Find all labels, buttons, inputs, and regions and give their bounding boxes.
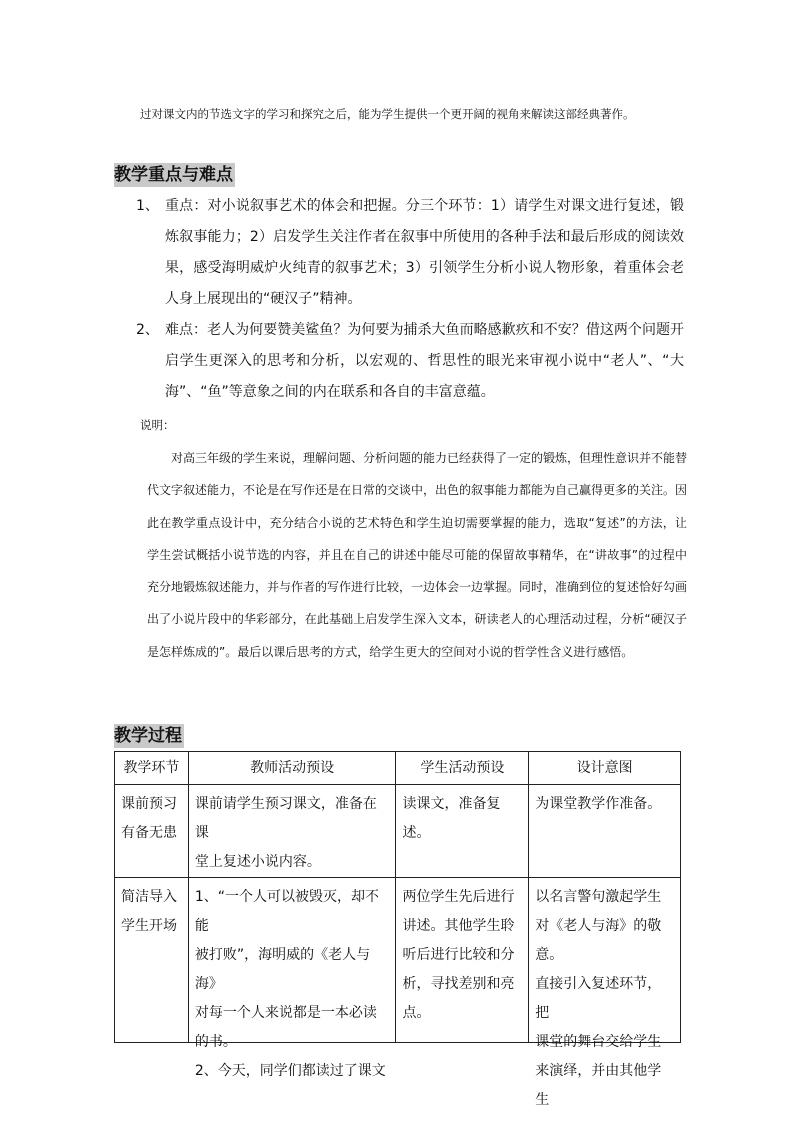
- cell-line: 课前请学生预习课文，准备在课: [194, 796, 377, 841]
- note-paragraph: 对高三年级的学生来说，理解问题、分析问题的能力已经获得了一定的锻炼，但理性意识并不能替代文字叙述能力，不论是在写作还是在日常的交谈中，出色的叙事能力都能为自己赢得更多的关注。因此在教学重点设计中，充分结合小说的艺术特色和学生迫切需要掌握的能力，选取“复述”的方法，让学生尝试概括小说节选的内容，并且在自己的讲述中能尽可能的保留故事精华，在“讲故事”的过程中充分地锻炼叙述能力，并与作者的写作进行比较，一边体会一边掌握。同时，准确到位的复述恰好勾画出了小说片段中的华彩部分，在此基础上启发学生深入文本，研读老人的心理活动过程，分析“硬汉子是怎样炼成的”。最后以课后思考的方式，给学生更大的空间对小说的哲学性含义进行感悟。: [147, 451, 688, 659]
- cell-line: 听后进行比较和分: [402, 947, 515, 963]
- cell-intent: [529, 785, 681, 878]
- difficult-point-text: 难点：老人为何要赞美鲨鱼？为何要为捕杀大鱼而略感歉疚和不安？借这两个问题开启学生更深入的思考和分析，以宏观的、哲思性的眼光来审视小说中“老人”、“大海”、“鱼”等意象之间的内在联系和各自的丰富意蕴。: [165, 322, 684, 400]
- cell-line: 来演绎，并由其他学生: [535, 1063, 662, 1108]
- cell-line: 点。: [402, 1005, 431, 1021]
- cell-teacher: [188, 785, 396, 878]
- key-point-item: [136, 191, 684, 315]
- header-teacher-activity: 教师活动预设: [188, 752, 396, 785]
- cell-student: [396, 785, 529, 878]
- cell-line: 以名言警句激起学生: [535, 889, 662, 905]
- cell-line: 的书。: [194, 1034, 237, 1050]
- cell-student: [396, 878, 529, 1043]
- key-point-text: 重点：对小说叙事艺术的体会和把握。分三个环节：1）请学生对课文进行复述，锻炼叙事能力；2）启发学生关注作者在叙事中所使用的各种手法和最后形成的阅读效果，感受海明威炉火纯青的叙事艺术；3）引领学生分析小说人物形象，着重体会老人身上展现出的“硬汉子”精神。: [165, 198, 684, 307]
- cell-line: 被打败”，海明威的《老人与海》: [194, 947, 371, 992]
- cell-line: 讲述。其他学生聆: [402, 918, 515, 934]
- section-heading-key-points: 教学重点与难点: [114, 165, 233, 185]
- cell-line: 课堂的舞台交给学生: [535, 1034, 662, 1050]
- cell-line: 直接引入复述环节，把: [535, 976, 662, 1021]
- cell-teacher: [188, 878, 396, 1079]
- teaching-process-table: [114, 751, 681, 1108]
- cell-line: 两位学生先后进行: [402, 889, 515, 905]
- cell-line: 对《老人与海》的敬意。: [535, 918, 662, 963]
- header-stage: 教学环节: [115, 752, 189, 785]
- table-header-row: [115, 752, 681, 785]
- header-student-activity: 学生活动预设: [396, 752, 529, 785]
- note-label: 说明：: [140, 418, 175, 432]
- cell-line: 2、今天，同学们都读过了课文: [194, 1063, 386, 1079]
- cell-line: 对每一个人来说都是一本必读: [194, 1005, 377, 1021]
- cell-line: 课前预习: [121, 796, 177, 812]
- header-design-intent: 设计意图: [529, 752, 681, 785]
- cell-intent: [529, 878, 681, 1108]
- cell-stage: [115, 878, 189, 1043]
- cell-line: 为课堂教学作准备。: [535, 796, 662, 812]
- cell-line: 学生开场: [121, 918, 177, 934]
- cell-line: 1、“一个人可以被毁灭，却不能: [194, 889, 380, 934]
- cell-line: 简洁导入: [121, 889, 177, 905]
- cell-line: 堂上复述小说内容。: [194, 854, 321, 870]
- table-row: [115, 785, 681, 878]
- difficult-point-item: [136, 315, 684, 408]
- table-row: [115, 878, 681, 1043]
- key-point-number: 1、: [136, 198, 159, 214]
- intro-paragraph: 过对课文内的节选文字的学习和探究之后，能为学生提供一个更开阔的视角来解读这部经典著作。: [140, 107, 635, 121]
- cell-line: 析，寻找差别和亮: [402, 976, 515, 992]
- section-heading-process: 教学过程: [114, 726, 182, 746]
- cell-line: 有备无患: [121, 825, 177, 841]
- cell-stage: [115, 785, 189, 878]
- difficult-point-number: 2、: [136, 322, 159, 338]
- cell-line: 读课文，准备复述。: [402, 796, 501, 841]
